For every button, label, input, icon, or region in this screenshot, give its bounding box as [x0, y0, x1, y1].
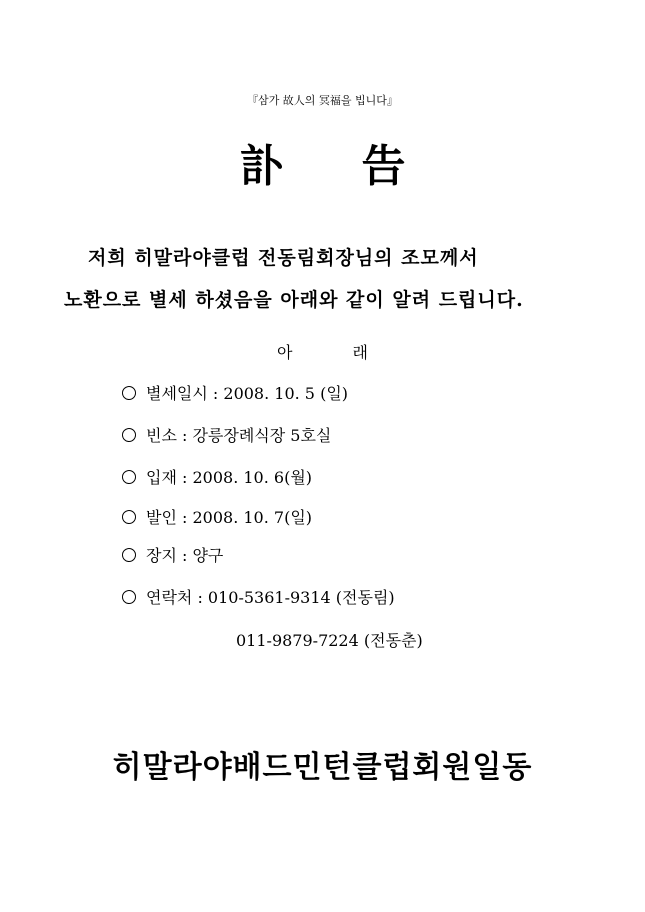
circle-bullet-icon	[122, 386, 136, 400]
page-title	[0, 130, 645, 194]
detail-text: 빈소 : 강릉장례식장 5호실	[146, 426, 332, 445]
details-heading	[0, 340, 645, 363]
title-char-2: 告	[361, 141, 406, 192]
details-heading-char-2: 래	[352, 343, 368, 362]
detail-text: 011-9879-7224 (전동춘)	[236, 631, 423, 650]
detail-text: 입재 : 2008. 10. 6(월)	[146, 468, 313, 487]
circle-bullet-icon	[122, 428, 136, 442]
detail-item-encoffinment	[122, 465, 312, 488]
detail-item-funeral-hall	[122, 423, 331, 446]
circle-bullet-icon	[122, 590, 136, 604]
detail-item-departure	[122, 505, 312, 528]
intro-line-1: 저희 히말라야클럽 전동림회장님의 조모께서	[88, 247, 479, 269]
detail-text: 장지 : 양구	[146, 546, 224, 565]
detail-text: 연락처 : 010-5361-9314 (전동림)	[146, 588, 395, 607]
intro-line-2: 노환으로 별세 하셨음을 아래와 같이 알려 드립니다.	[64, 289, 524, 311]
detail-item-contact	[122, 585, 395, 608]
signature-footer: 히말라야배드민턴클럽회원일동	[112, 750, 533, 785]
detail-text: 발인 : 2008. 10. 7(일)	[146, 508, 313, 527]
circle-bullet-icon	[122, 548, 136, 562]
detail-item-death-date	[122, 381, 348, 404]
circle-bullet-icon	[122, 470, 136, 484]
detail-text: 별세일시 : 2008. 10. 5 (일)	[146, 384, 349, 403]
details-heading-char-1: 아	[277, 343, 293, 362]
condolence-note: 『삼가 故人의 冥福을 빕니다』	[247, 94, 398, 107]
detail-item-burial-place	[122, 543, 223, 566]
title-char-1: 訃	[239, 141, 284, 192]
detail-item-contact-second	[236, 628, 423, 651]
circle-bullet-icon	[122, 510, 136, 524]
